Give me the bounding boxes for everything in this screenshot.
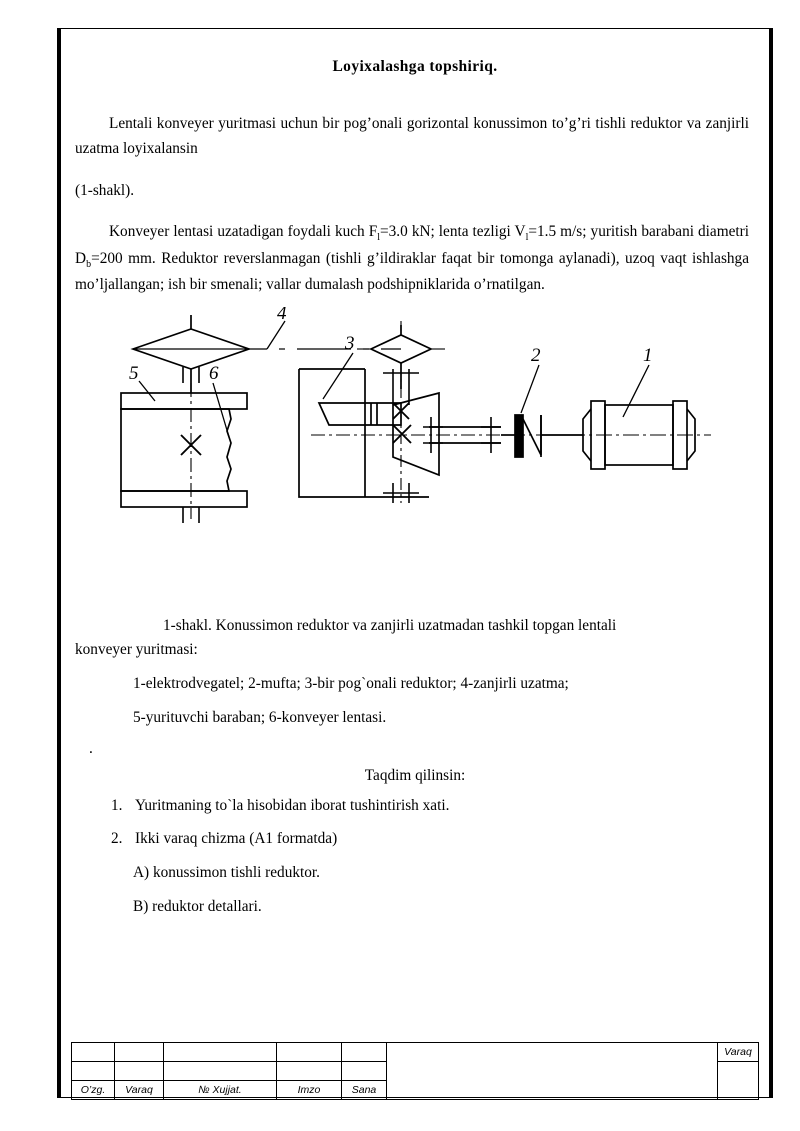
callout-label-1: 1 bbox=[643, 344, 653, 366]
tb-cell-sign-1[interactable] bbox=[277, 1043, 342, 1062]
title-block-row-1 bbox=[72, 1043, 759, 1062]
tb-cell-sheet-label: Varaq bbox=[718, 1043, 759, 1062]
page-title: Loyixalashga topshiriq. bbox=[332, 58, 498, 75]
callout-label-4: 4 bbox=[277, 306, 287, 324]
callout-4-leader bbox=[267, 321, 285, 349]
deliverable-number-2: 2. bbox=[111, 830, 123, 848]
callout-2-leader bbox=[521, 365, 539, 413]
coupling bbox=[501, 415, 561, 457]
tb-cell-sign-2[interactable] bbox=[277, 1062, 342, 1081]
callout-1-leader bbox=[623, 365, 649, 417]
bevel-gear-pinion bbox=[319, 403, 401, 425]
tb-cell-date-1[interactable] bbox=[342, 1043, 387, 1062]
deliverable-item-2 bbox=[111, 827, 759, 852]
intro-paragraph: Lentali konveyer yuritmasi uchun bir pog’onali gorizontal konussimon to’g’ri tishli reduktor va zanjirli uzatma loyixalansin bbox=[75, 115, 749, 157]
speed-subscript: l bbox=[525, 232, 529, 244]
tb-cell-date-2[interactable] bbox=[342, 1062, 387, 1081]
callout-3-leader bbox=[323, 353, 353, 399]
tb-header-signature: Imzo bbox=[277, 1081, 342, 1100]
spec-lead: Konveyer lentasi uzatadigan foydali kuch F bbox=[109, 223, 378, 241]
stray-period: . bbox=[89, 739, 93, 757]
tb-cell-doc-1[interactable] bbox=[164, 1043, 277, 1062]
specification-paragraph bbox=[75, 220, 749, 297]
tb-header-sheet: Varaq bbox=[115, 1081, 164, 1100]
callout-6-leader bbox=[213, 383, 229, 437]
deliverable-text-2: Ikki varaq chizma (A1 formatda) bbox=[135, 830, 338, 848]
tb-cell-change-1[interactable] bbox=[72, 1043, 115, 1062]
document-content bbox=[71, 28, 759, 1098]
tb-cell-title-area[interactable] bbox=[387, 1043, 718, 1100]
large-sprocket bbox=[133, 315, 249, 393]
deliverable-item-1 bbox=[111, 794, 759, 819]
tb-header-date: Sana bbox=[342, 1081, 387, 1100]
tb-header-change: O’zg. bbox=[72, 1081, 115, 1100]
speed-value: =1.5 m/s; yuritish barabani diametri D bbox=[75, 223, 749, 267]
callout-5-leader bbox=[139, 381, 155, 401]
deliverable-sub-item-b: B) reduktor detallari. bbox=[133, 897, 262, 915]
deliverables-heading: Taqdim qilinsin: bbox=[364, 766, 466, 784]
kinematic-scheme-diagram bbox=[71, 307, 759, 597]
tb-cell-change-2[interactable] bbox=[72, 1062, 115, 1081]
force-value: =3.0 kN; lenta tezligi V bbox=[380, 223, 526, 241]
force-subscript: l bbox=[377, 232, 381, 244]
tb-header-document: № Xujjat. bbox=[164, 1081, 277, 1100]
figure-caption-line-2: konveyer yuritmasi: bbox=[75, 641, 198, 659]
figure-legend-line-2: 5-yurituvchi baraban; 6-konveyer lentasi. bbox=[133, 708, 387, 726]
tb-cell-doc-2[interactable] bbox=[164, 1062, 277, 1081]
deliverable-text-1: Yuritmaning to`la hisobidan iborat tushintirish xati. bbox=[135, 796, 450, 814]
callout-label-3: 3 bbox=[345, 332, 355, 354]
diameter-value: =200 mm. Reduktor reverslanmagan (tishli g’ildiraklar faqat bir tomonga aylanadi), uzoq vaqt ishlashga mo’ljallangan; ish bir smenali; vallar dumalash podshipniklarida o’rnatilgan. bbox=[75, 249, 749, 293]
diameter-subscript: b bbox=[86, 258, 92, 270]
bevel-gear-wheel bbox=[393, 393, 439, 475]
tb-cell-sheet-2[interactable] bbox=[115, 1062, 164, 1081]
figure-legend-line-1: 1-elektrodvegatel; 2-mufta; 3-bir pog`onali reduktor; 4-zanjirli uzatma; bbox=[133, 675, 569, 693]
callout-label-6: 6 bbox=[209, 362, 219, 384]
callout-label-5: 5 bbox=[129, 362, 139, 384]
drive-drum bbox=[121, 393, 247, 507]
wheel-shaft-cross bbox=[393, 425, 411, 443]
deliverable-sub-item-a: A) konussimon tishli reduktor. bbox=[133, 864, 320, 882]
figure-reference: (1-shakl). bbox=[75, 181, 135, 199]
figure-caption-line-1: 1-shakl. Konussimon reduktor va zanjirli uzatmadan tashkil topgan lentali bbox=[163, 616, 617, 634]
tb-cell-sheet-1[interactable] bbox=[115, 1043, 164, 1062]
title-block-table bbox=[71, 1042, 759, 1100]
tb-cell-sheet-number[interactable] bbox=[718, 1062, 759, 1100]
deliverable-number-1: 1. bbox=[111, 796, 123, 814]
callout-label-2: 2 bbox=[531, 344, 541, 366]
